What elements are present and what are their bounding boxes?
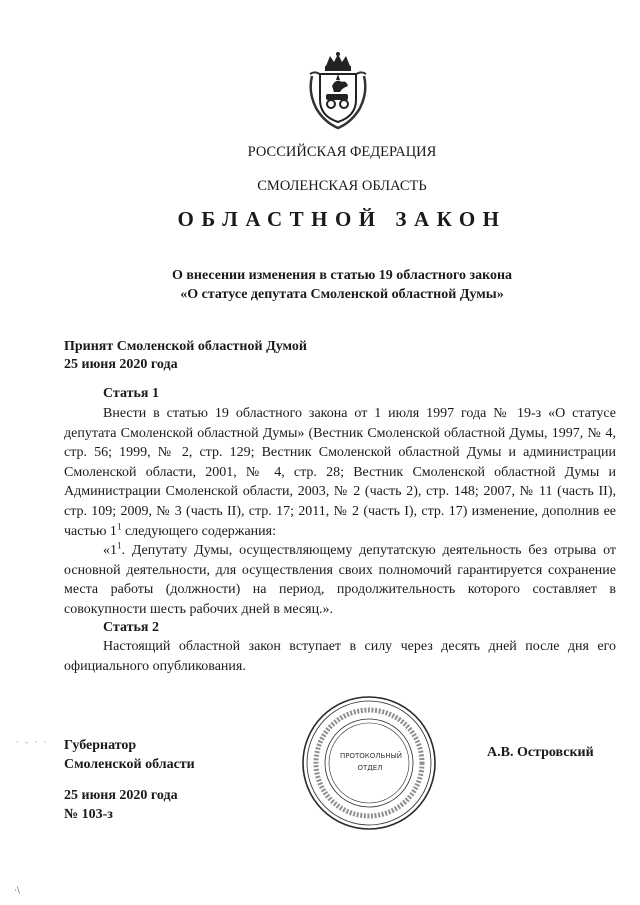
adoption-date: 25 июня 2020 года [64, 357, 178, 372]
margin-mark: · - · · [16, 738, 49, 747]
coat-of-arms-emblem [306, 52, 370, 130]
law-subject-line-1: О внесении изменения в статью 19 областного закона [171, 268, 513, 283]
stamp-center-text: ПРОТОКОЛЬНЫЙ ОТДЕЛ [340, 752, 403, 772]
document-type-title: ОБЛАСТНОЙ ЗАКОН [177, 207, 507, 231]
article-1-paragraph: Внести в статью 19 областного закона от 1 июля 1997 года № 19-з «О статусе депутата Смоленской областной Думы» (Вестник Смоленской областной Думы, 1997, № 4, стр. 56; 1999, № 2, стр. 129; Вестник Смоленской областной Думы и администрации Смоленской области, 2001, № 4, стр. 28; Вестник Смоленской областной Думы и Администрации Смоленской области, 2003, № 2 (часть 2), стр. 148; 2007, № 11 (часть II), стр. 109; 2009, № 3 (часть II), стр. 17; 2011, № 2 (часть I), стр. 17) изменение, дополнив ее частью $1^1$ следующего содержания: [64, 406, 616, 539]
adoption-info [64, 338, 307, 374]
signatory-title [64, 736, 195, 774]
signatory-name: А.В. Островский [487, 745, 594, 760]
signatory-position: Губернатор [64, 738, 137, 753]
article-1-heading: Статья 1 [103, 386, 159, 401]
country-name: РОССИЙСКАЯ ФЕДЕРАЦИЯ [247, 144, 437, 160]
adoption-body: Принят Смоленской областной Думой [64, 339, 307, 354]
article-2-body [64, 637, 616, 676]
law-date-number [64, 786, 178, 824]
article-2-heading: Статья 2 [103, 620, 159, 635]
region-name: СМОЛЕНСКАЯ ОБЛАСТЬ [257, 178, 427, 194]
signatory-region: Смоленской области [64, 757, 195, 772]
law-date: 25 июня 2020 года [64, 788, 178, 803]
corner-mark: ·\ [14, 886, 20, 896]
article-1-quoted-part: «$1^1$. Депутату Думы, осуществляющему депутатскую деятельность без отрыва от основной деятельности, для осуществления своих полномочий гарантируется сохранение места работы (должности) на период, продолжительность которого составляет в совокупности шесть рабочих дней в месяц.». [64, 540, 616, 617]
law-subject-line-2: «О статусе депутата Смоленской областной Думы» [180, 287, 504, 302]
article-1-body [64, 404, 616, 620]
article-2-paragraph: Настоящий областной закон вступает в силу через десять дней после дня его официального опубликования. [64, 639, 616, 674]
law-number: № 103-з [64, 807, 113, 822]
